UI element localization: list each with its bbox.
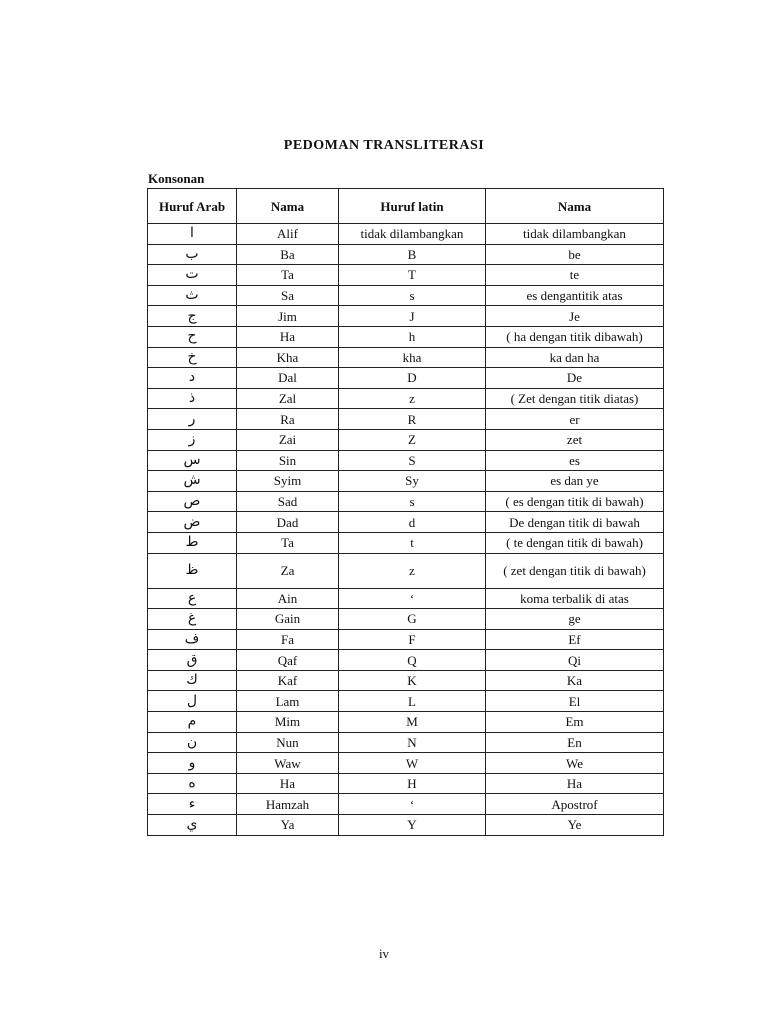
latin-name-cell: koma terbalik di atas bbox=[486, 588, 664, 609]
arabic-letter-cell: ت bbox=[148, 265, 237, 286]
latin-name-cell: be bbox=[486, 244, 664, 265]
table-row bbox=[148, 670, 664, 691]
header-nama: Nama bbox=[237, 189, 339, 224]
letter-name-cell: Zal bbox=[237, 388, 339, 409]
latin-name-cell: ( zet dengan titik di bawah) bbox=[486, 553, 664, 588]
latin-name-cell: De dengan titik di bawah bbox=[486, 512, 664, 533]
letter-name-cell: Lam bbox=[237, 691, 339, 712]
page-title: PEDOMAN TRANSLITERASI bbox=[283, 138, 485, 153]
table-row bbox=[148, 712, 664, 733]
latin-name-cell: tidak dilambangkan bbox=[486, 224, 664, 245]
letter-name-cell: Ba bbox=[237, 244, 339, 265]
letter-name-cell: Za bbox=[237, 553, 339, 588]
latin-name-cell: Ye bbox=[486, 815, 664, 836]
table-row bbox=[148, 306, 664, 327]
latin-letter-cell: s bbox=[339, 491, 486, 512]
table-row bbox=[148, 732, 664, 753]
latin-letter-cell: ‘ bbox=[339, 794, 486, 815]
latin-letter-cell: S bbox=[339, 450, 486, 471]
latin-letter-cell: W bbox=[339, 753, 486, 774]
table-row bbox=[148, 285, 664, 306]
letter-name-cell: Kha bbox=[237, 347, 339, 368]
letter-name-cell: Alif bbox=[237, 224, 339, 245]
letter-name-cell: Fa bbox=[237, 629, 339, 650]
table-row bbox=[148, 512, 664, 533]
table-row bbox=[148, 347, 664, 368]
letter-name-cell: Sad bbox=[237, 491, 339, 512]
latin-name-cell: es dan ye bbox=[486, 471, 664, 492]
latin-letter-cell: T bbox=[339, 265, 486, 286]
latin-letter-cell: z bbox=[339, 388, 486, 409]
latin-name-cell: En bbox=[486, 732, 664, 753]
letter-name-cell: Qaf bbox=[237, 650, 339, 671]
latin-letter-cell: J bbox=[339, 306, 486, 327]
table-row bbox=[148, 588, 664, 609]
arabic-letter-cell: ن bbox=[148, 732, 237, 753]
letter-name-cell: Sa bbox=[237, 285, 339, 306]
latin-letter-cell: L bbox=[339, 691, 486, 712]
arabic-letter-cell: ظ bbox=[148, 553, 237, 588]
latin-letter-cell: Sy bbox=[339, 471, 486, 492]
latin-name-cell: es bbox=[486, 450, 664, 471]
table-row bbox=[148, 650, 664, 671]
table-row bbox=[148, 409, 664, 430]
arabic-letter-cell: ه bbox=[148, 773, 237, 794]
letter-name-cell: Waw bbox=[237, 753, 339, 774]
arabic-letter-cell: غ bbox=[148, 609, 237, 630]
latin-name-cell: ( es dengan titik di bawah) bbox=[486, 491, 664, 512]
latin-name-cell: Ha bbox=[486, 773, 664, 794]
latin-letter-cell: Q bbox=[339, 650, 486, 671]
latin-letter-cell: h bbox=[339, 326, 486, 347]
table-row bbox=[148, 629, 664, 650]
arabic-letter-cell: ء bbox=[148, 794, 237, 815]
letter-name-cell: Kaf bbox=[237, 670, 339, 691]
latin-letter-cell: t bbox=[339, 532, 486, 553]
latin-name-cell: te bbox=[486, 265, 664, 286]
letter-name-cell: Zai bbox=[237, 429, 339, 450]
latin-name-cell: es dengantitik atas bbox=[486, 285, 664, 306]
latin-letter-cell: ‘ bbox=[339, 588, 486, 609]
table-row bbox=[148, 553, 664, 588]
arabic-letter-cell: ا bbox=[148, 224, 237, 245]
section-label: Konsonan bbox=[148, 171, 205, 186]
latin-name-cell: Ka bbox=[486, 670, 664, 691]
latin-letter-cell: N bbox=[339, 732, 486, 753]
arabic-letter-cell: ز bbox=[148, 429, 237, 450]
latin-letter-cell: B bbox=[339, 244, 486, 265]
table-row bbox=[148, 794, 664, 815]
arabic-letter-cell: ج bbox=[148, 306, 237, 327]
letter-name-cell: Mim bbox=[237, 712, 339, 733]
letter-name-cell: Ain bbox=[237, 588, 339, 609]
letter-name-cell: Dal bbox=[237, 368, 339, 389]
latin-letter-cell: G bbox=[339, 609, 486, 630]
table-row bbox=[148, 450, 664, 471]
latin-name-cell: El bbox=[486, 691, 664, 712]
letter-name-cell: Nun bbox=[237, 732, 339, 753]
latin-letter-cell: F bbox=[339, 629, 486, 650]
latin-letter-cell: Y bbox=[339, 815, 486, 836]
arabic-letter-cell: ص bbox=[148, 491, 237, 512]
latin-name-cell: De bbox=[486, 368, 664, 389]
arabic-letter-cell: ع bbox=[148, 588, 237, 609]
table-row bbox=[148, 471, 664, 492]
latin-name-cell: Qi bbox=[486, 650, 664, 671]
letter-name-cell: Ra bbox=[237, 409, 339, 430]
arabic-letter-cell: ش bbox=[148, 471, 237, 492]
latin-letter-cell: D bbox=[339, 368, 486, 389]
letter-name-cell: Syim bbox=[237, 471, 339, 492]
letter-name-cell: Dad bbox=[237, 512, 339, 533]
table-row bbox=[148, 326, 664, 347]
letter-name-cell: Jim bbox=[237, 306, 339, 327]
letter-name-cell: Ta bbox=[237, 532, 339, 553]
arabic-letter-cell: ث bbox=[148, 285, 237, 306]
latin-letter-cell: R bbox=[339, 409, 486, 430]
table-row bbox=[148, 388, 664, 409]
latin-name-cell: We bbox=[486, 753, 664, 774]
table-row bbox=[148, 429, 664, 450]
arabic-letter-cell: و bbox=[148, 753, 237, 774]
table-row bbox=[148, 265, 664, 286]
latin-letter-cell: M bbox=[339, 712, 486, 733]
latin-name-cell: Je bbox=[486, 306, 664, 327]
arabic-letter-cell: ك bbox=[148, 670, 237, 691]
arabic-letter-cell: س bbox=[148, 450, 237, 471]
table-row bbox=[148, 773, 664, 794]
arabic-letter-cell: ف bbox=[148, 629, 237, 650]
latin-name-cell: ( Zet dengan titik diatas) bbox=[486, 388, 664, 409]
letter-name-cell: Ha bbox=[237, 326, 339, 347]
latin-name-cell: Ef bbox=[486, 629, 664, 650]
letter-name-cell: Ya bbox=[237, 815, 339, 836]
latin-letter-cell: Z bbox=[339, 429, 486, 450]
page-number: iv bbox=[378, 946, 390, 961]
table-row bbox=[148, 815, 664, 836]
latin-name-cell: ( ha dengan titik dibawah) bbox=[486, 326, 664, 347]
arabic-letter-cell: م bbox=[148, 712, 237, 733]
arabic-letter-cell: د bbox=[148, 368, 237, 389]
table-row bbox=[148, 691, 664, 712]
table-header-row bbox=[148, 189, 664, 224]
latin-name-cell: Apostrof bbox=[486, 794, 664, 815]
latin-name-cell: er bbox=[486, 409, 664, 430]
arabic-letter-cell: ح bbox=[148, 326, 237, 347]
latin-letter-cell: d bbox=[339, 512, 486, 533]
latin-letter-cell: s bbox=[339, 285, 486, 306]
table-row bbox=[148, 491, 664, 512]
letter-name-cell: Hamzah bbox=[237, 794, 339, 815]
table-row bbox=[148, 244, 664, 265]
latin-letter-cell: H bbox=[339, 773, 486, 794]
table-row bbox=[148, 532, 664, 553]
latin-letter-cell: K bbox=[339, 670, 486, 691]
arabic-letter-cell: ر bbox=[148, 409, 237, 430]
latin-letter-cell: tidak dilambangkan bbox=[339, 224, 486, 245]
letter-name-cell: Sin bbox=[237, 450, 339, 471]
letter-name-cell: Gain bbox=[237, 609, 339, 630]
table-row bbox=[148, 609, 664, 630]
arabic-letter-cell: ض bbox=[148, 512, 237, 533]
arabic-letter-cell: خ bbox=[148, 347, 237, 368]
arabic-letter-cell: ق bbox=[148, 650, 237, 671]
header-huruf-arab: Huruf Arab bbox=[148, 189, 237, 224]
arabic-letter-cell: ي bbox=[148, 815, 237, 836]
latin-letter-cell: kha bbox=[339, 347, 486, 368]
letter-name-cell: Ha bbox=[237, 773, 339, 794]
header-nama-latin: Nama bbox=[486, 189, 664, 224]
header-huruf-latin: Huruf latin bbox=[339, 189, 486, 224]
latin-letter-cell: z bbox=[339, 553, 486, 588]
latin-name-cell: zet bbox=[486, 429, 664, 450]
latin-name-cell: ge bbox=[486, 609, 664, 630]
table-row bbox=[148, 368, 664, 389]
latin-name-cell: ( te dengan titik di bawah) bbox=[486, 532, 664, 553]
latin-name-cell: Em bbox=[486, 712, 664, 733]
transliteration-table bbox=[147, 188, 664, 836]
table-row bbox=[148, 753, 664, 774]
table-row bbox=[148, 224, 664, 245]
arabic-letter-cell: ل bbox=[148, 691, 237, 712]
arabic-letter-cell: ط bbox=[148, 532, 237, 553]
arabic-letter-cell: ذ bbox=[148, 388, 237, 409]
letter-name-cell: Ta bbox=[237, 265, 339, 286]
latin-name-cell: ka dan ha bbox=[486, 347, 664, 368]
arabic-letter-cell: ب bbox=[148, 244, 237, 265]
